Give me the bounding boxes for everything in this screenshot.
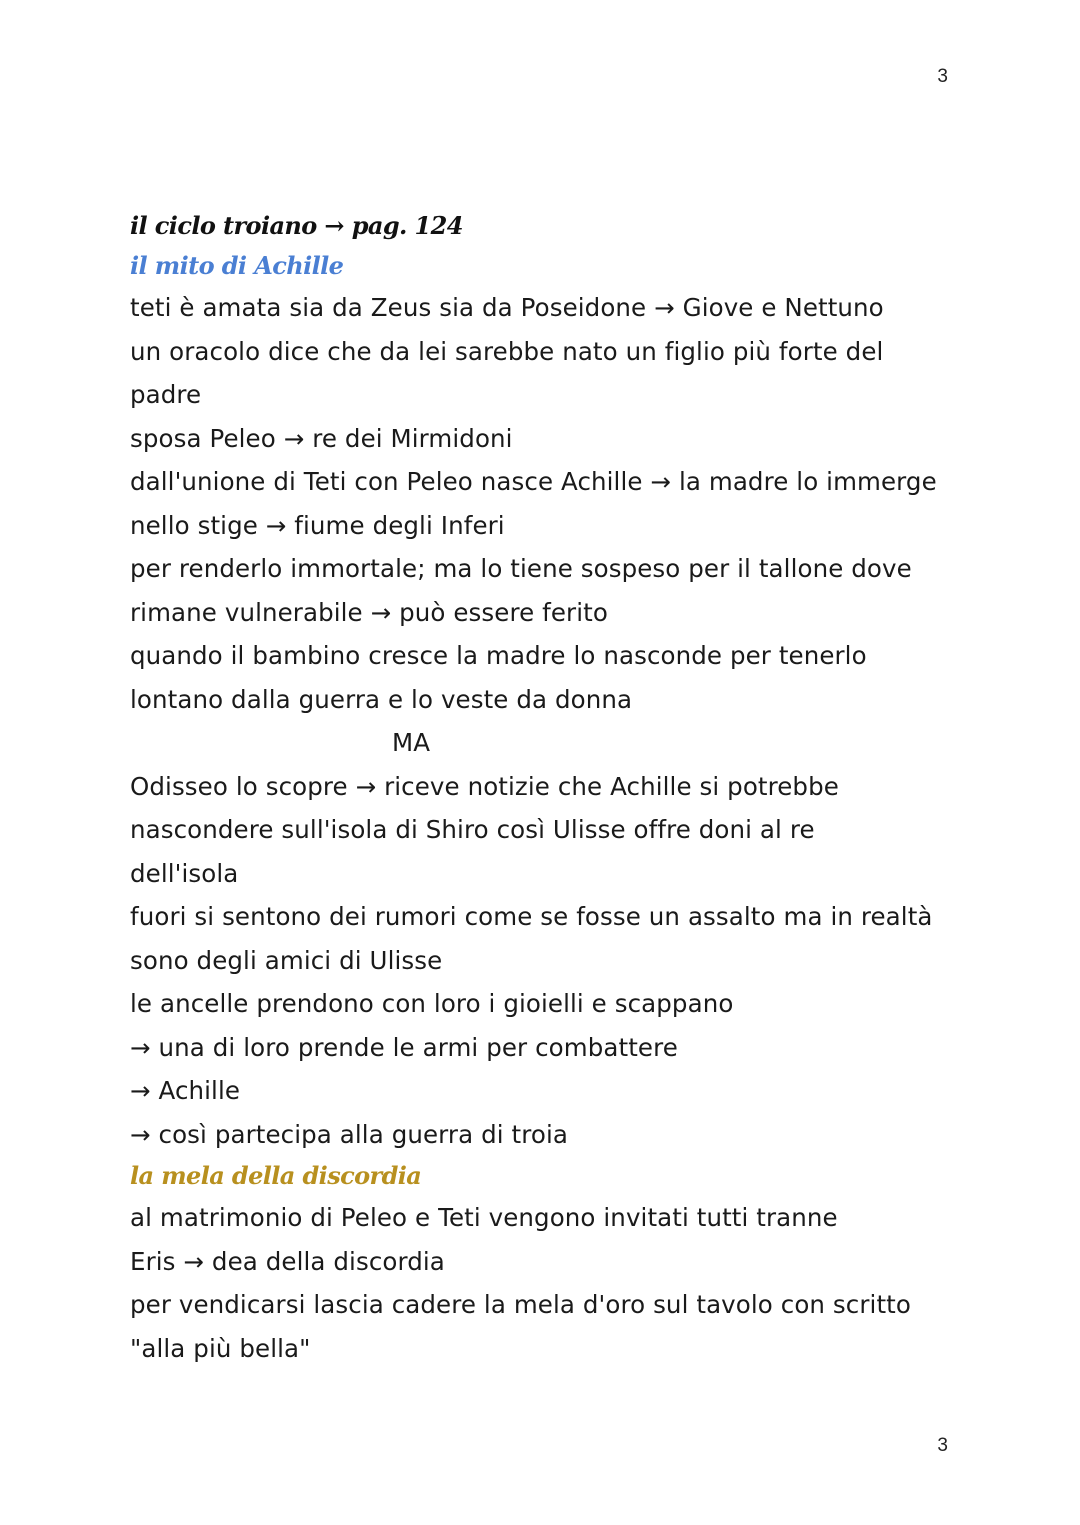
text-line: per renderlo immortale; ma lo tiene sospeso per il tallone dove (130, 554, 912, 583)
text-line: → Achille (130, 1076, 241, 1105)
text-line: per vendicarsi lascia cadere la mela d'oro sul tavolo con scritto (130, 1290, 911, 1319)
text-line: → così partecipa alla guerra di troia (130, 1119, 568, 1149)
section-title-mela: la mela della discordia (130, 1161, 422, 1190)
text-line: sono degli amici di Ulisse (130, 945, 443, 975)
text-line: fuori si sentono dei rumori come se fosse un assalto ma in realtà (130, 902, 933, 931)
text-line: quando il bambino cresce la madre lo nasconde per tenerlo (130, 641, 867, 670)
text-line: nello stige → fiume degli Inferi (130, 510, 505, 540)
text-line-centered: MA (392, 728, 431, 757)
text-line: padre (130, 380, 202, 409)
text-line: dell'isola (130, 858, 239, 888)
notes-content (130, 206, 960, 1370)
text-line: sposa Peleo → re dei Mirmidoni (130, 423, 513, 453)
section-title-achille: il mito di Achille (130, 251, 344, 280)
main-heading: il ciclo troiano → pag. 124 (130, 211, 463, 240)
text-line: Odisseo lo scopre → riceve notizie che Achille si potrebbe (130, 771, 839, 801)
text-line: un oracolo dice che da lei sarebbe nato un figlio più forte del (130, 336, 884, 366)
text-line: Eris → dea della discordia (130, 1246, 445, 1276)
text-line: nascondere sull'isola di Shiro così Ulisse offre doni al re (130, 815, 815, 844)
text-line: rimane vulnerabile → può essere ferito (130, 597, 608, 627)
text-line: lontano dalla guerra e lo veste da donna (130, 684, 633, 714)
page-number-top: 3 (937, 66, 948, 87)
text-line: le ancelle prendono con loro i gioielli e scappano (130, 989, 734, 1018)
text-line: dall'unione di Teti con Peleo nasce Achille → la madre lo immerge (130, 467, 937, 496)
text-line: al matrimonio di Peleo e Teti vengono invitati tutti tranne (130, 1203, 838, 1232)
text-line: "alla più bella" (130, 1333, 311, 1363)
page-number-bottom: 3 (937, 1435, 948, 1456)
text-line: → una di loro prende le armi per combattere (130, 1032, 678, 1062)
text-line: teti è amata sia da Zeus sia da Poseidone → Giove e Nettuno (130, 293, 884, 322)
